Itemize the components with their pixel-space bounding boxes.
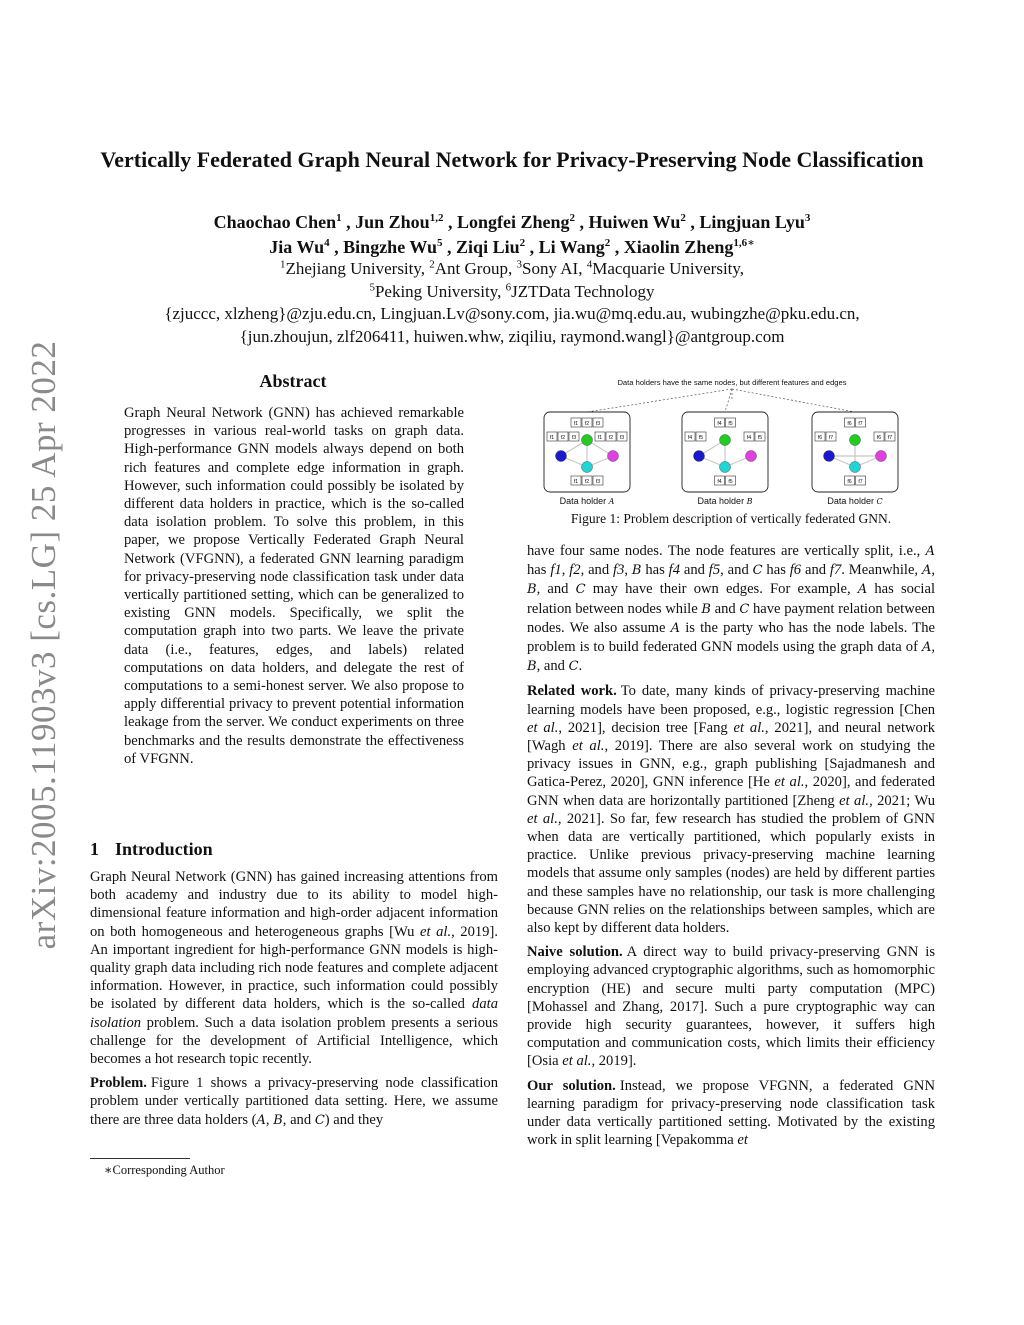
feature-label: f5	[757, 434, 763, 441]
text-run: ,	[265, 1111, 274, 1128]
text-run: , 2019].	[591, 1053, 637, 1070]
affiliation-mark: 2	[429, 258, 435, 271]
affiliation-line-1	[90, 257, 934, 280]
text-run: ,	[624, 562, 632, 579]
text-run: have four same nodes. The node features are vertically split, i.e.,	[527, 543, 926, 559]
related-work-paragraph	[527, 682, 935, 937]
author-name: Bingzhe Wu	[343, 237, 438, 257]
math-symbol: C	[739, 601, 750, 617]
abstract-body: Graph Neural Network (GNN) has achieved remarkable progresses in various real-world tasks on graph data. High-performance GNN models always depend on both rich features and complete edge information in graph. However, such information could possibly be isolated by different data holders in practice, which is the so-called data isolation problem. To solve this problem, in this paper, we propose Vertically Federated Graph Neural Network (VFGNN), a federated GNN learning paradigm for privacy-preserving node classification task under data vertically partitioned setting, which can be generalized to existing GNN models. Specifically, we split the computation graph into two parts. We leave the private data (i.e., features, edges, and labels) related computations on data holders, and delegate the rest of computations to a semi-honest server. We also propose to apply differential privacy to prevent potential information leakage from the server. We conduct experiments on three benchmarks and the results demonstrate the effectiveness of VFGNN.	[124, 405, 464, 767]
text-run: ,	[931, 562, 935, 579]
affiliation-mark: 6	[505, 281, 512, 294]
author-name: Xiaolin Zheng	[623, 237, 734, 257]
dashed-connector	[732, 389, 855, 412]
problem-lead: Problem.	[90, 1075, 147, 1092]
arxiv-id: arXiv:2005.11903v3 [cs.LG] 25 Apr 2022	[24, 340, 63, 950]
feature-label: f1	[573, 478, 579, 485]
graph-node-bottom	[582, 462, 593, 473]
math-symbol: B	[527, 659, 537, 675]
email-line-2: {jun.zhoujun, zlf206411, huiwen.whw, ziqiliu, raymond.wangl}@antgroup.com	[239, 327, 785, 346]
text-run: , and	[720, 562, 753, 579]
author-affiliation-mark: 5	[437, 237, 443, 249]
data-holder-symbol: A	[608, 497, 615, 506]
author-affiliation-mark: 2	[519, 237, 526, 249]
feature-label: f4	[717, 420, 722, 427]
dashed-connector	[725, 389, 732, 412]
problem-text	[90, 1075, 498, 1127]
feature-label: f5	[698, 434, 704, 441]
math-symbol: A	[857, 582, 868, 598]
affiliation-name: Ant Group,	[434, 259, 517, 278]
feature-label: f2	[584, 420, 590, 427]
problem-continuation	[527, 542, 935, 676]
text-run: is the party who has the node labels. The problem is to build federated GNN models using the graph data of	[527, 619, 935, 656]
footnote: ∗Corresponding Author	[104, 1163, 225, 1177]
graph-node-bottom	[850, 462, 861, 473]
figure-caption: Figure 1: Problem description of vertically federated GNN.	[570, 511, 892, 526]
feature-label: f4	[746, 434, 752, 441]
text-run: ,	[561, 562, 570, 579]
text-run: has	[762, 562, 790, 579]
graph-node-right	[876, 451, 887, 462]
text-run: , 2019]. There are also several work on studying the privacy issues in GNN, e.g., graph publishing [Sajadmanesh and Gatica-Perez, 2020], GNN inference [He	[527, 738, 935, 791]
italic-text: et al.	[420, 923, 452, 940]
author-name: Ziqi Liu	[456, 237, 520, 257]
naive-solution-paragraph	[527, 943, 935, 1070]
italic-text: f4	[668, 562, 680, 579]
text-run: have payment relation between nodes. We also assume	[527, 600, 935, 636]
italic-text: et al.	[562, 1053, 592, 1070]
text-run: To date, many kinds of privacy-preserving machine learning models have been proposed, e.g., logistic regression [Chen	[527, 683, 935, 718]
feature-label: f2	[608, 434, 614, 441]
right-column-body	[527, 542, 935, 1156]
italic-text: et al.	[839, 792, 870, 809]
affiliation-mark: 1	[279, 258, 286, 271]
problem-paragraph	[90, 1074, 498, 1130]
data-holder-label-text: Data holder	[827, 496, 877, 506]
math-symbol: B	[273, 1112, 283, 1128]
author-name: Jia Wu	[269, 237, 325, 257]
text-run: and	[801, 562, 830, 579]
affiliation-name: Zhejiang University,	[285, 259, 430, 278]
author-name: Huiwen Wu	[588, 212, 681, 232]
math-symbol: C	[568, 659, 579, 675]
italic-text: f6	[789, 562, 802, 579]
text-run: , 2019]. An important ingredient for high-performance GNN models is high-quality graph data including rich node features and complete adjacent information. However, in practice, such information could possibly be isolated by different data holders, which is the so-called	[90, 923, 498, 1013]
feature-label: f2	[560, 434, 566, 441]
abstract-heading: Abstract	[259, 371, 327, 391]
feature-label: f4	[717, 478, 722, 485]
author-name: Chaochao Chen	[213, 212, 337, 232]
text-run: may have their own edges. For example,	[585, 581, 858, 598]
feature-label: f1	[549, 434, 555, 441]
graph-node-top	[582, 435, 593, 446]
naive-solution-lead: Naive solution.	[527, 944, 623, 961]
text-run: has social relation between nodes while	[527, 581, 935, 617]
italic-text: et al.	[527, 719, 559, 736]
related-work-lead: Related work.	[527, 683, 617, 700]
text-run: has	[527, 562, 551, 579]
text-run: and	[710, 600, 740, 617]
italic-text: f5	[708, 562, 721, 579]
footnote-rule	[90, 1158, 190, 1159]
data-holder-label-text: Data holder	[697, 496, 747, 506]
graph-node-right	[608, 451, 619, 462]
italic-text: f7	[829, 562, 842, 579]
author-line-1: Chaochao Chen$^1$ , Jun Zhou$^{1,2}$ , Longfei Zheng$^2$ , Huiwen Wu$^2$ , Lingjuan Lyu$^3$	[213, 212, 811, 232]
text-run: problem. Such a data isolation problem presents a serious challenge for the development of Artificial Intelligence, which becomes a hot research topic recently.	[90, 1014, 498, 1068]
author-affiliation-mark: 1,6∗	[733, 237, 755, 249]
text-run: and	[680, 562, 709, 579]
feature-label: f7	[828, 434, 834, 441]
feature-label: f7	[887, 434, 893, 441]
text-run: , 2020], and federated GNN when data are horizontally partitioned [Zheng	[527, 774, 935, 809]
figure-1	[532, 372, 932, 532]
graph-node-bottom	[720, 462, 731, 473]
author-affiliation-mark: 2	[569, 212, 575, 224]
italic-text: et al.	[572, 738, 605, 755]
affiliation-name: JZTData Technology	[511, 282, 655, 301]
graph-node-top	[720, 435, 731, 446]
text-run: ) and they	[324, 1111, 384, 1128]
figure-banner: Data holders have the same nodes, but different features and edges	[617, 378, 847, 387]
text-run: Instead, we propose VFGNN, a federated GNN learning paradigm for privacy-preserving node classification task under data vertically partitioned setting. Motivated by the existing work in split learning [Vepakomma	[527, 1077, 935, 1149]
italic-text: et	[737, 1132, 748, 1149]
affiliations	[90, 257, 934, 303]
math-symbol: A	[921, 563, 932, 579]
email-line-1: {zjuccc, xlzheng}@zju.edu.cn, Lingjuan.Lv@sony.com, jia.wu@mq.edu.au, wubingzhe@pku.edu.cn,	[164, 304, 860, 323]
text-run: A direct way to build privacy-preserving GNN is employing advanced cryptographic algorithms, such as homomorphic encryption (HE) and secure multi party computation (MPC) [Mohassel and Zhang, 2017]. Such a pure cryptographic way can provide high security guarantees, however, it suffers high computation and communication costs, which limits their efficiency [Osia	[527, 944, 935, 1070]
text-run: , 2021; Wu	[869, 792, 935, 809]
math-symbol: A	[925, 544, 935, 559]
math-symbol: C	[314, 1112, 325, 1128]
emails	[70, 302, 954, 348]
feature-label: f4	[687, 434, 693, 441]
our-solution-paragraph	[527, 1077, 935, 1150]
affiliation-mark: 5	[369, 281, 375, 294]
related-work-text	[527, 683, 935, 936]
left-column-body	[90, 868, 498, 1136]
math-symbol: C	[575, 582, 586, 598]
feature-label: f7	[858, 478, 863, 485]
author-affiliation-mark: 1	[336, 212, 342, 224]
affiliation-mark: 3	[516, 258, 522, 271]
italic-text: f1	[550, 562, 562, 579]
affiliation-name: Peking University,	[374, 282, 506, 301]
naive-solution-text	[527, 944, 935, 1069]
author-line-2: Jia Wu$^4$ , Bingzhe Wu$^5$ , Ziqi Liu$^2$ , Li Wang$^2$ , Xiaolin Zheng$^{1,6∗}$	[269, 237, 755, 257]
feature-label: f3	[571, 434, 577, 441]
author-name: Li Wang	[538, 237, 605, 257]
author-list	[90, 210, 934, 260]
data-holder-symbol: B	[746, 497, 753, 506]
math-symbol: B	[631, 563, 642, 579]
text-run: , and	[580, 562, 614, 579]
text-run: ,	[931, 639, 935, 656]
arxiv-side-label	[14, 340, 74, 950]
feature-label: f1	[597, 434, 603, 441]
data-holder-symbol: C	[876, 497, 883, 506]
feature-label: f7	[858, 420, 863, 427]
text-run: , and	[536, 581, 576, 598]
affiliation-mark: 4	[586, 258, 593, 271]
math-symbol: A	[921, 640, 932, 656]
feature-label: f3	[595, 420, 601, 427]
affiliation-line-2	[90, 280, 934, 303]
text-run: Graph Neural Network (GNN) has gained increasing attentions from both academy and industry due to its ability to model high-dimensional feature information and high-order adjacent information on both homogeneous and heterogeneous graphs [Wu	[90, 869, 498, 940]
text-run: , and	[282, 1111, 315, 1128]
graph-node-left	[556, 451, 567, 462]
feature-label: f5	[728, 478, 733, 485]
graph-node-top	[850, 435, 861, 446]
feature-label: f6	[847, 478, 852, 485]
text-run: , 2021], and neural network [Wagh	[527, 719, 936, 755]
feature-label: f6	[817, 434, 823, 441]
italic-text: data isolation	[90, 996, 498, 1031]
text-run: . Meanwhile,	[841, 562, 922, 579]
paper-title: Vertically Federated Graph Neural Network for Privacy-Preserving Node Classification	[100, 147, 924, 172]
author-name: Jun Zhou	[355, 212, 430, 232]
italic-text: et al.	[733, 719, 765, 736]
feature-label: f5	[728, 420, 733, 427]
section-number: 1	[90, 839, 99, 859]
feature-label: f3	[619, 434, 625, 441]
author-affiliation-mark: 1,2	[429, 212, 444, 224]
intro-paragraph	[90, 868, 498, 1068]
our-solution-lead: Our solution.	[527, 1077, 616, 1094]
data-holder-label	[698, 496, 753, 506]
graph-node-left	[824, 451, 835, 462]
italic-text: f2	[569, 562, 581, 579]
graph-node-right	[746, 451, 757, 462]
text-run: , and	[536, 658, 569, 675]
dashed-connector	[587, 389, 732, 412]
author-affiliation-mark: 4	[324, 237, 330, 249]
math-symbol: C	[752, 563, 763, 579]
math-symbol: A	[256, 1112, 266, 1128]
data-holder-label	[560, 496, 615, 506]
math-symbol: B	[701, 601, 711, 617]
data-holder-label	[827, 496, 882, 506]
feature-label: f6	[847, 420, 852, 427]
text-run: , 2021]. So far, few research has studied the problem of GNN when data are vertically partitioned, which popularly exists in practice. Unlike previous privacy-preserving machine learning models that assume only samples (nodes) are held by different parties and these samples have no relationship, our task is more challenging because GNN relies on the relationships between samples, which are also kept by different data holders.	[527, 810, 935, 937]
text-run: has	[641, 562, 669, 579]
text-run: , 2021], decision tree [Fang	[558, 719, 734, 736]
affiliation-name: Macquarie University,	[592, 259, 745, 278]
feature-label: f2	[584, 478, 590, 485]
section-heading-introduction	[90, 839, 213, 860]
section-title: Introduction	[115, 839, 213, 859]
feature-label: f1	[573, 420, 579, 427]
data-holder-label-text: Data holder	[559, 496, 609, 506]
math-symbol: A	[670, 620, 681, 636]
italic-text: et al.	[527, 810, 558, 827]
text-run: .	[578, 658, 583, 675]
graph-node-left	[694, 451, 705, 462]
affiliation-name: Sony AI,	[521, 259, 587, 278]
math-symbol: B	[527, 582, 537, 598]
italic-text: et al.	[774, 774, 805, 791]
author-name: Lingjuan Lyu	[699, 212, 805, 232]
author-affiliation-mark: 2	[604, 237, 611, 249]
text-run: Figure 1 shows a privacy-preserving node classification problem under vertically partitioned data setting. Here, we assume there are three data holders (	[90, 1075, 498, 1128]
italic-text: f3	[613, 562, 625, 579]
author-affiliation-mark: 3	[804, 212, 811, 224]
author-name: Longfei Zheng	[456, 212, 570, 232]
feature-label: f6	[876, 434, 882, 441]
author-affiliation-mark: 2	[680, 212, 686, 224]
feature-label: f3	[595, 478, 601, 485]
